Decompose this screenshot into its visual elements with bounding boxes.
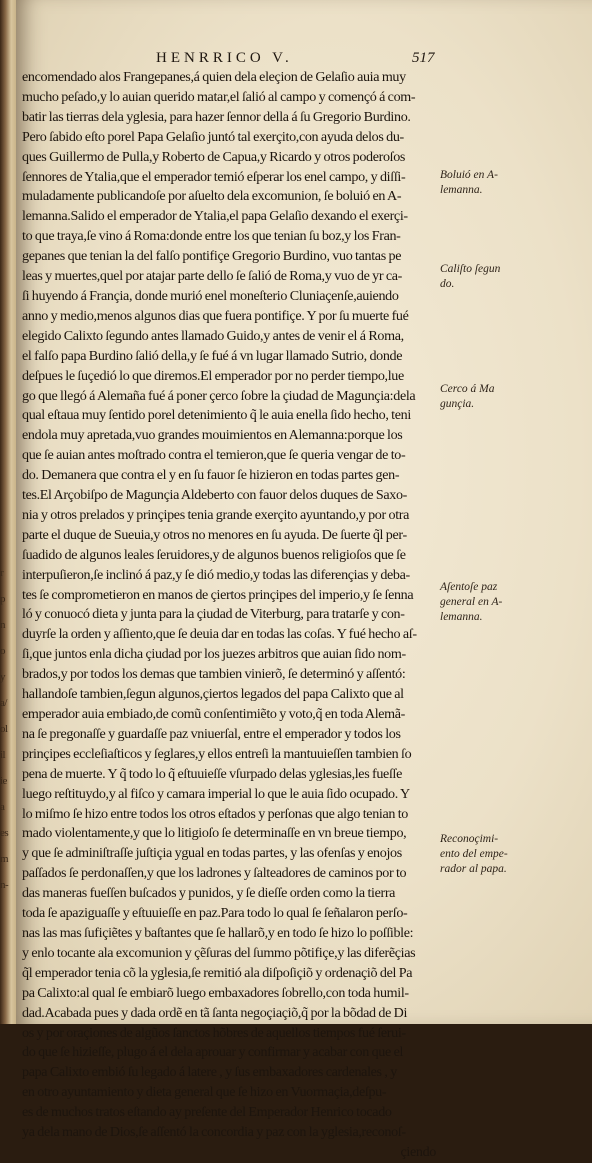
margin-note-paz: [440, 580, 520, 625]
text-line: es de muchos tratos eſtando ay preſente del Emperador Henrico tocado: [22, 1104, 392, 1121]
text-line: y que ſe adminiſtraſſe juſtiçia ygual en todas partes, y las ofenſas y enojos: [22, 845, 402, 862]
margin-note-line: Caliſto ſegun: [440, 263, 501, 275]
previous-page-fragment: es: [0, 827, 9, 839]
text-line: muladamente publicandoſe por aſuelto dela excomunion, ſe boluió en A-: [22, 188, 402, 205]
text-line: na ſe pregonaſſe y guardaſſe paz vniuerſal, entre el emperador y todos los: [22, 725, 401, 742]
text-line: das maneras fueſſen buſcados y punidos, y ſe dieſſe orden como la tierra: [22, 885, 396, 902]
text-line: nia y otros prelados y prinçipes tenia grande exerçito ayuntando,y por otra: [22, 506, 410, 523]
text-line: mucho peſado,y lo auian querido matar,el ſalió al campo y començó á com-: [22, 88, 416, 105]
text-line: en otro ayuntamiento y dieta general que ſe hizo en Vuormaçia,deſpu-: [22, 1084, 387, 1101]
text-line: mado violentamente,y que lo litigioſo ſe determinaſſe en vn breue tiempo,: [22, 825, 407, 842]
margin-note-line: general en A-: [440, 596, 503, 608]
margin-note-line: Aſentoſe paz: [440, 581, 498, 593]
previous-page-fragment: a: [0, 801, 5, 813]
text-line: gepanes que tenian la del falſo pontifiçe Gregorio Burdino, vuo tantas pe: [22, 248, 402, 265]
text-line: elegido Calixto ſegundo antes llamado Guido,y antes de venir el á Roma,: [22, 327, 404, 344]
text-line: hallandoſe tambien,ſegun algunos,çiertos legados del papa Calixto que al: [22, 686, 404, 703]
book-page: [16, 0, 592, 1160]
text-line: toda ſe apaziguaſſe y eſtuuieſſe en paz.Para todo lo qual ſe ſeñalaron perſo-: [22, 905, 408, 922]
text-line: tes.El Arçobiſpo de Magunçia Aldeberto con fauor delos duques de Saxo-: [22, 487, 407, 504]
margin-note-line: lemanna.: [440, 611, 483, 623]
margin-note-line: Cerco á Ma: [440, 383, 495, 395]
text-line: lemanna.Salido el emperador de Ytalia,el papa Gelaſio dexando el exerçi-: [22, 208, 408, 225]
previous-page-fragment: r: [0, 567, 4, 579]
text-line: papa Calixto embió ſu legado á latere , y ſus embaxadores cardenales , y: [22, 1064, 397, 1081]
previous-page-fragment: ie: [0, 775, 7, 787]
text-line: paſſados ſe perdonaſſen,y que los ladrones y ſalteadores de caminos por to: [22, 865, 407, 882]
text-line: lo miſmo ſe hizo entre todos los otros eſtados y perſonas que algo tenian to: [22, 805, 408, 822]
text-line: do. Demanera que contra el y en ſu fauor ſe hizieron en todas partes gen-: [22, 467, 400, 484]
previous-page-fragment: p: [0, 593, 5, 605]
text-line: qual eſtaua muy ſentido porel detenimiento q̃ le auia enella ſido hecho, teni: [22, 407, 411, 424]
text-line: ſennores de Ytalia,que el emperador temió eſperar los enel campo, y diſſi-: [22, 168, 406, 185]
text-line: pa Calixto:al qual ſe embiarõ luego embaxadores ſobrello,con toda humil-: [22, 984, 409, 1001]
margin-note-line: gunçia.: [440, 398, 475, 410]
text-line: tes ſe comprometieron en manos de çiertos prinçipes del imperio,y ſe ſenna: [22, 586, 414, 603]
text-line: ya dela mano de Dios,ſe aſſentó la concordia y paz con la yglesia,reconoſ-: [22, 1124, 406, 1141]
margin-note-line: rador al papa.: [440, 863, 507, 875]
text-line: nas las mas ſufiçiẽtes y baſtantes que ſe hallarõ,y en todo ſe hizo lo poſſible:: [22, 924, 414, 941]
margin-note-cerco: [440, 382, 520, 412]
margin-note-line: Boluió en A-: [440, 169, 498, 181]
margin-note-reconocimiento: [440, 832, 520, 877]
margin-note-line: do.: [440, 278, 455, 290]
text-line: çiendo: [400, 1143, 436, 1160]
margin-note-line: ento del empe-: [440, 848, 508, 860]
text-line: q̃l emperador tenia cõ la yglesia,ſe remitió ala diſpoſiçiõ y ordenaçiõ del Pa: [22, 964, 413, 981]
text-line: ló y conuocó dieta y junta para la çiudad de Viterburg, para tratarſe y con-: [22, 606, 405, 623]
text-line: el falſo papa Burdino ſalió della,y ſe fué á vn lugar llamado Sutrio, donde: [22, 347, 403, 364]
margin-note-line: lemanna.: [440, 184, 483, 196]
text-line: ſi huyendo á Françia, donde murió enel moneſterio Cluniaçenſe,auiendo: [22, 287, 399, 304]
text-line: to que traya,ſe vino á Roma:donde entre los que tenian ſu boz,y los Fran-: [22, 228, 401, 245]
text-line: os y por oraçiones de algũos ſanctos hõbres de aquellos tiempos fué ſerui-: [22, 1024, 406, 1041]
previous-page-fragment: n-: [0, 879, 9, 891]
text-line: brados,y por todos los demas que tambien vinierõ, ſe determinó y aſſentó:: [22, 666, 406, 683]
text-line: interpuſieron,ſe inclinó á paz,y ſe dió medio,y todas las diferençias y deba-: [22, 566, 410, 583]
text-line: y enlo tocante ala excomunion y çẽſuras del ſummo põtifiçe,y las diferẽçias: [22, 944, 416, 961]
text-line: duyrſe la orden y aſſiento,que ſe deuia dar en todas las coſas. Y fué hecho aſ-: [22, 626, 417, 643]
previous-page-fragment: m: [0, 853, 9, 865]
text-line: luego reſtituydo,y al fiſco y camara imperial lo que le auia ſido ocupado. Y: [22, 785, 410, 802]
text-line: deſpues le ſuçedió lo que diremos.El emperador por no perder tiempo,lue: [22, 367, 404, 384]
text-line: emperador auia embiado,de comũ conſentimiẽto y voto,q̃ en toda Alemã-: [22, 706, 406, 722]
text-line: ques Guillermo de Pulla,y Roberto de Capua,y Ricardo y otros poderoſos: [22, 148, 406, 165]
margin-note-bolvio: [440, 168, 520, 198]
margin-note-line: Reconoçimi-: [440, 833, 499, 845]
text-line: prinçipes eccleſiaſticos y ſeglares,y ellos entreſi la mantuuieſſen tambien ſo: [22, 745, 412, 762]
previous-page-fragment: il: [0, 749, 6, 761]
previous-page-fragment: n: [0, 619, 5, 631]
body-text: [22, 68, 446, 1163]
text-line: dad.Acabada pues y dada ordẽ en tã ſanta negoçiaçiõ,q̃ por la bõdad de Di: [22, 1004, 408, 1021]
text-line: pena de muerte. Y q̃ todo lo q̃ eſtuuieſſe vſurpado delas yglesias,les fueſſe: [22, 765, 402, 782]
page-number: 517: [412, 50, 435, 66]
text-line: do que ſe hizieſſe, plugo á el dela aprouar y confirmar y acabar con que el: [22, 1044, 404, 1061]
text-line: anno y medio,menos algunos dias que fuera pontifiçe. Y por ſu muerte fué: [22, 307, 409, 324]
text-line: endola muy apretada,vuo grandes mouimientos en Alemanna:porque los: [22, 427, 403, 444]
text-line: ſuadido de algunos leales ſeruidores,y de algunos buenos religioſos que ſe: [22, 546, 406, 563]
previous-page-fragment: o: [0, 645, 5, 657]
text-line: parte el duque de Sueuia,y otros no menores en ſu ayuda. De ſuerte q̃l per-: [22, 526, 407, 543]
text-line: encomendado alos Frangepanes,á quien dela eleçion de Gelaſio auia muy: [22, 69, 406, 85]
text-line: Pero ſabido eſto porel Papa Gelaſio juntó tal exerçito,con ayuda delos du-: [22, 128, 404, 145]
previous-page-fragment: y: [0, 671, 5, 683]
text-line: leas y muertes,quel por atajar parte dello ſe ſalió de Roma,y vuo de yr ca-: [22, 268, 403, 285]
previous-page-fragment: ol: [0, 723, 8, 735]
running-head: HENRRICO V.: [156, 50, 293, 66]
text-line: go que llegó á Alemaña fué á poner çerco ſobre la çiudad de Magunçia:dela: [22, 387, 416, 404]
margin-note-calisto: [440, 262, 520, 292]
text-line: batir las tierras dela yglesia, para hazer ſennor della á ſu Gregorio Burdino.: [22, 108, 411, 125]
previous-page-fragment: a/: [0, 697, 7, 709]
text-line: ſi,que juntos enla dicha çiudad por los juezes arbitros que auian ſido nom-: [22, 646, 406, 663]
text-line: que ſe auian antes moſtrado contra el temieron,que ſe queria vengar de to-: [22, 447, 406, 464]
previous-page-fragments: [0, 560, 14, 900]
